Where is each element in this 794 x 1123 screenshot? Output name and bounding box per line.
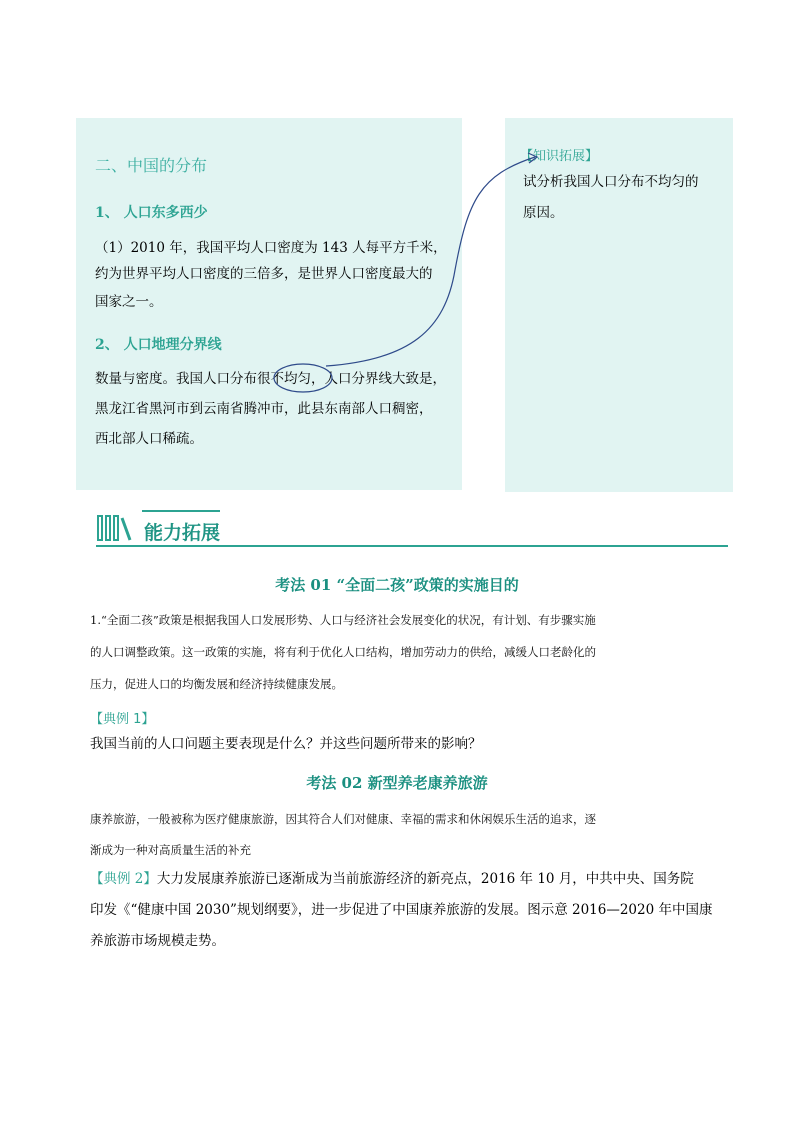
example2-line: 养旅游市场规模走势。 [90, 933, 225, 949]
example1-tag: 【典例 1】 [90, 712, 155, 727]
example2-line: 【典例 2】大力发展康养旅游已逐渐成为当前旅游经济的新亮点，2016 年 10 月，中共中央、国务院 [90, 871, 694, 887]
point1-line: 国家之一。 [95, 294, 163, 310]
point2-line: 黑龙江省黑河市到云南省腾冲市，此县东南部人口稠密， [95, 401, 433, 417]
point2-line: 西北部人口稀疏。 [95, 431, 203, 447]
extension-line: 试分析我国人口分布不均匀的 [523, 174, 699, 190]
law1-line: 的人口调整政策。这一政策的实施，将有利于优化人口结构，增加劳动力的供给，减缓人口老龄化的 [90, 645, 596, 659]
knowledge-extension-tag: 【知识拓展】 [520, 149, 599, 164]
law1-title: 考法 01 “全面二孩”政策的实施目的 [275, 576, 519, 594]
books-icon [96, 513, 140, 543]
point1-title: 1、 人口东多西少 [95, 205, 208, 221]
point1-line: （1）2010 年，我国平均人口密度为 143 人每平方千米， [95, 240, 447, 256]
example1-question: 我国当前的人口问题主要表现是什么？并这些问题所带来的影响？ [90, 736, 482, 752]
extension-line: 原因。 [523, 205, 564, 221]
point2-line: 数量与密度。我国人口分布很不均匀，人口分界线大致是， [95, 371, 446, 387]
law2-title: 考法 02 新型养老康养旅游 [306, 774, 488, 792]
annotation-arrow [326, 157, 535, 366]
annotation-circle [274, 364, 332, 392]
law2-line: 康养旅游，一般被称为医疗健康旅游，因其符合人们对健康、幸福的需求和休闲娱乐生活的追求，逐 [90, 812, 596, 826]
section-title: 二、中国的分布 [95, 156, 208, 175]
ability-title-rule [142, 510, 220, 512]
law1-line: 压力，促进人口的均衡发展和经济持续健康发展。 [90, 677, 343, 691]
example2-tag: 【典例 2】 [90, 871, 157, 887]
point1-line: 约为世界平均人口密度的三倍多，是世界人口密度最大的 [95, 266, 433, 282]
ability-divider [96, 545, 728, 547]
law2-line: 渐成为一种对高质量生活的补充 [90, 843, 251, 857]
ability-title: 能力拓展 [144, 522, 221, 544]
point2-title: 2、 人口地理分界线 [95, 337, 222, 353]
example2-line: 印发《“健康中国 2030”规划纲要》，进一步促进了中国康养旅游的发展。图示意 2016—2020 年中国康 [90, 902, 713, 918]
law1-line: 1.“全面二孩”政策是根据我国人口发展形势、人口与经济社会发展变化的状况，有计划、有步骤实施 [90, 613, 596, 627]
